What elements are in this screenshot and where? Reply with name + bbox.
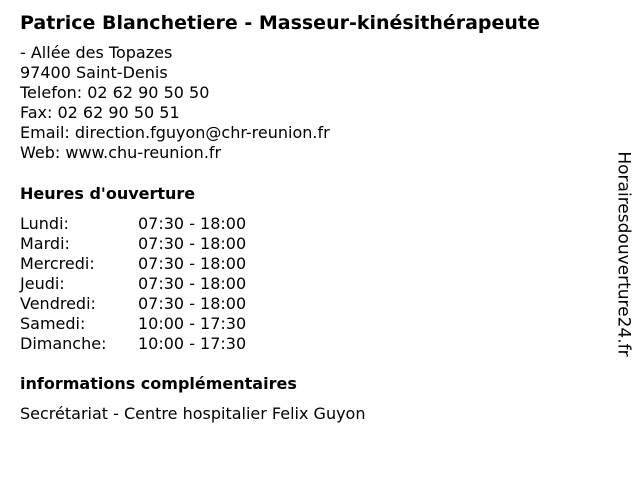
- time-range: 07:30 - 18:00: [138, 254, 247, 273]
- day-label: Vendredi:: [20, 294, 96, 313]
- day-label: Samedi:: [20, 314, 86, 333]
- fax-number: Fax: 02 62 90 50 51: [20, 103, 180, 122]
- street-address: - Allée des Topazes: [20, 43, 173, 62]
- time-range: 10:00 - 17:30: [138, 334, 247, 353]
- hours-row-tuesday: [20, 234, 246, 254]
- website-address: Web: www.chu-reunion.fr: [20, 143, 222, 162]
- day-label: Lundi:: [20, 214, 69, 233]
- city-postal-code: 97400 Saint-Denis: [20, 63, 168, 82]
- brand-text: Horairesdouverture24.fr: [614, 151, 634, 357]
- day-label: Mercredi:: [20, 254, 95, 273]
- page-title: Patrice Blanchetiere - Masseur-kinésithérapeute: [20, 12, 540, 34]
- phone-number: Telefon: 02 62 90 50 50: [20, 83, 210, 102]
- time-range: 07:30 - 18:00: [138, 214, 247, 233]
- hours-row-thursday: [20, 274, 246, 294]
- opening-hours-table: [20, 214, 246, 354]
- hours-row-friday: [20, 294, 246, 314]
- time-range: 07:30 - 18:00: [138, 274, 247, 293]
- time-range: 10:00 - 17:30: [138, 314, 247, 333]
- hours-row-monday: [20, 214, 246, 234]
- additional-info-text: Secrétariat - Centre hospitalier Felix Guyon: [20, 404, 366, 423]
- day-label: Mardi:: [20, 234, 70, 253]
- additional-info-heading: informations complémentaires: [20, 374, 297, 393]
- contact-details: [20, 43, 330, 163]
- hours-row-sunday: [20, 334, 246, 354]
- hours-row-wednesday: [20, 254, 246, 274]
- email-address: Email: direction.fguyon@chr-reunion.fr: [20, 123, 330, 142]
- opening-hours-heading: Heures d'ouverture: [20, 184, 196, 203]
- hours-row-saturday: [20, 314, 246, 334]
- day-label: Jeudi:: [20, 274, 65, 293]
- day-label: Dimanche:: [20, 334, 107, 353]
- time-range: 07:30 - 18:00: [138, 294, 247, 313]
- time-range: 07:30 - 18:00: [138, 234, 247, 253]
- brand-watermark: [612, 136, 636, 372]
